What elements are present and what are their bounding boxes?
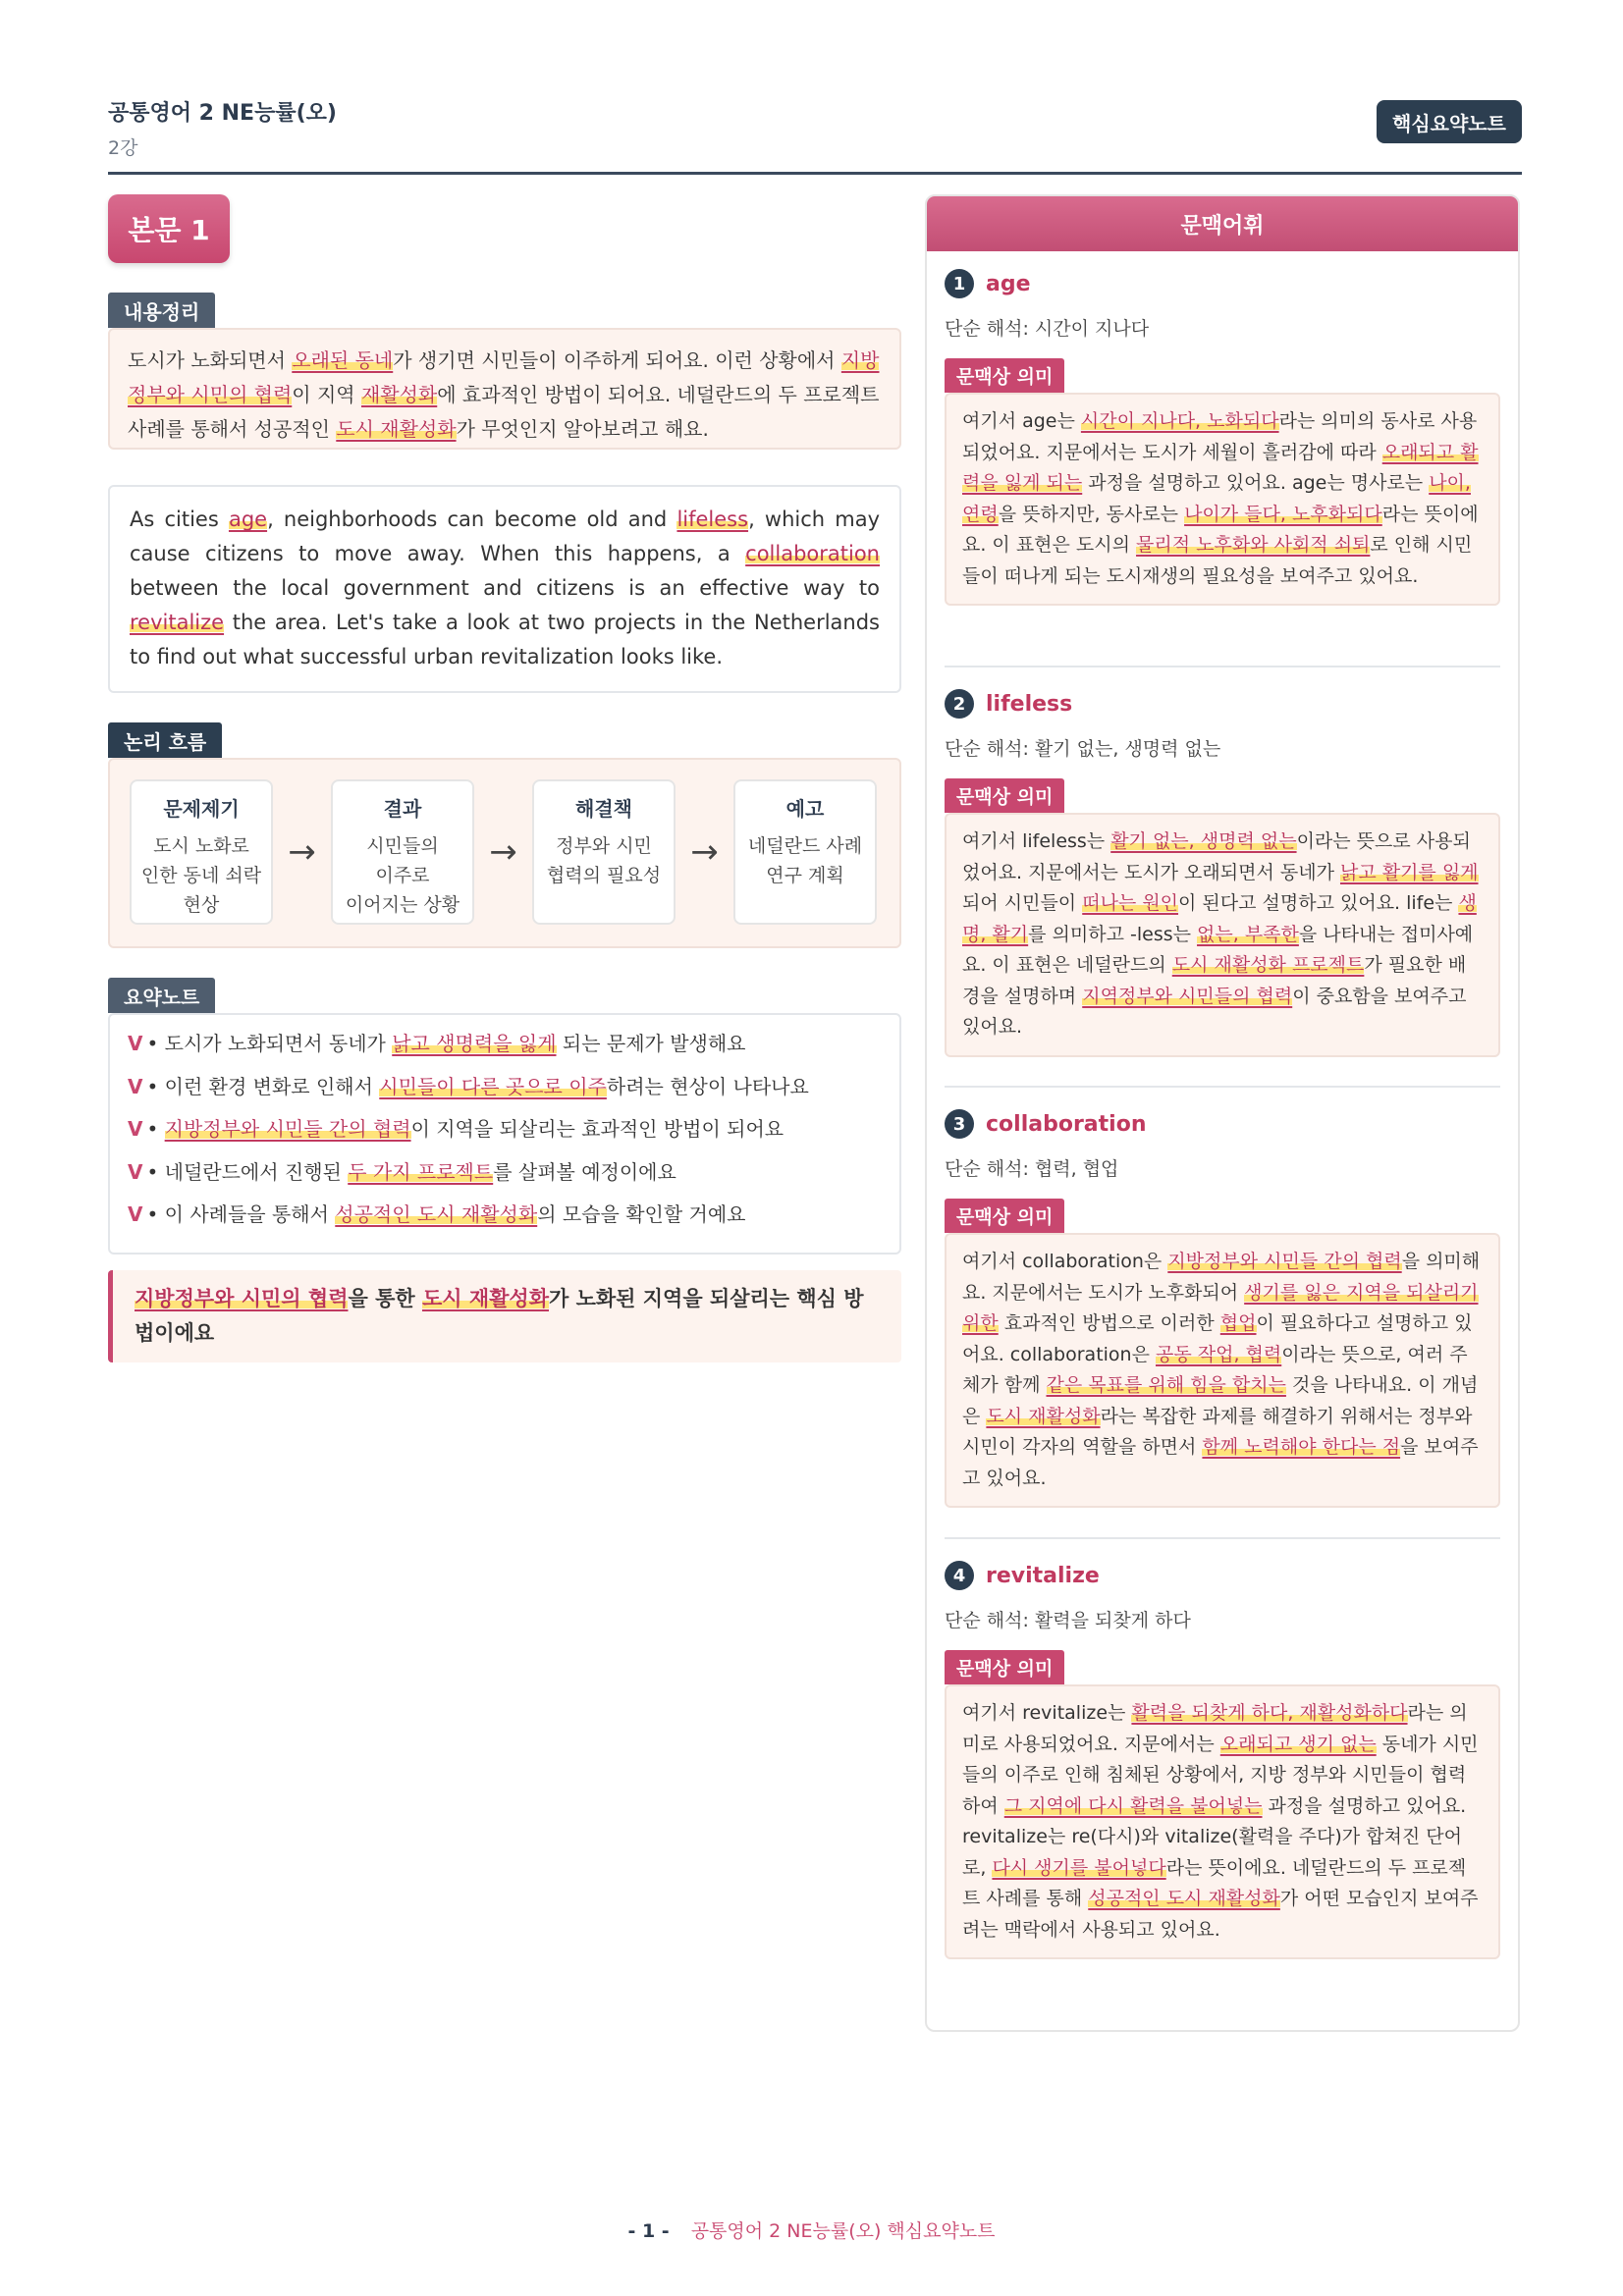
check-mark-icon: V bbox=[128, 1159, 143, 1184]
vocab-word: lifeless bbox=[986, 691, 1073, 717]
item-number: 4 bbox=[945, 1561, 974, 1590]
highlight: 재활성화 bbox=[360, 383, 438, 406]
document-title: 공통영어 2 NE능률(오) bbox=[108, 101, 337, 126]
vocab-panel bbox=[925, 194, 1520, 2032]
vocab-word: age bbox=[986, 271, 1031, 296]
vocab-word: revitalize bbox=[986, 1563, 1100, 1588]
flow-tag: 논리 흐름 bbox=[108, 722, 222, 758]
context-meaning-box: 여기서 revitalize는 활력을 되찾게 하다, 재활성화하다라는 의미로 사용되었어요. 지문에서는 오래되고 생기 없는 동네가 시민들의 이주로 인해 침체된 상황에서, 지방 정부와 시민들이 협력하여 그 지역에 다시 활력을 불어넣는 과정을 설명하고 있어요. revitalize는 re(다시)와 vitalize(활력을 주다)가 합쳐진 단어로, 다시 생기를 불어넣다라는 뜻이에요. 네덜란드의 두 프로젝트 사례를 통해 성공적인 도시 재활성화가 어떤 모습인지 보여주려는 맥락에서 사용되고 있어요. bbox=[945, 1684, 1500, 1959]
summary-tag: 내용정리 bbox=[108, 293, 215, 328]
key-point-callout: 지방정부와 시민의 협력을 통한 도시 재활성화가 노화된 지역을 되살리는 핵심 방법이에요 bbox=[108, 1270, 901, 1362]
list-item: V • 네덜란드에서 진행된 두 가지 프로젝트를 살펴볼 예정이에요 bbox=[128, 1159, 676, 1184]
english-passage-box bbox=[108, 485, 901, 693]
vocab-word: collaboration bbox=[986, 1111, 1147, 1137]
divider bbox=[945, 666, 1500, 667]
item-number: 2 bbox=[945, 689, 974, 719]
vocab-panel-title: 문맥어휘 bbox=[927, 196, 1518, 251]
footer-text: 공통영어 2 NE능률(오) 핵심요약노트 bbox=[690, 2220, 996, 2242]
summary-notes bbox=[110, 1015, 899, 1245]
flow-step: 결과 시민들의 이주로 이어지는 상황 bbox=[331, 779, 474, 925]
vocab-item: 4 revitalize 단순 해석: 활력을 되찾게 하다 문맥상 의미 여기서 revitalize는 활력을 되찾게 하다, 재활성화하다라는 의미로 사용되었어요. 지문에서는 오래되고 생기 없는 동네가 시민들의 이주로 인해 침체된 상황에서, 지방 정부와 시민들이 협력하여 그 지역에 다시 활력을 불어넣는 과정을 설명하고 있어요. revitalize는 re(다시)와 vitalize(활력을 주다)가 합쳐진 단어로, 다시 생기를 불어넣다라는 뜻이에요. 네덜란드의 두 프로젝트 사례를 통해 성공적인 도시 재활성화가 어떤 모습인지 보여주려는 맥락에서 사용되고 있어요. bbox=[945, 1559, 1500, 1959]
summary-notes-box bbox=[108, 1013, 901, 1255]
flow-step: 예고 네덜란드 사례 연구 계획 bbox=[733, 779, 877, 925]
divider bbox=[945, 1086, 1500, 1088]
list-item: V • 이 사례들을 통해서 성공적인 도시 재활성화의 모습을 확인할 거예요 bbox=[128, 1202, 746, 1226]
note-type-badge: 핵심요약노트 bbox=[1377, 100, 1522, 143]
highlight: 지방정부와 시민의 협력 bbox=[128, 348, 880, 406]
list-item: V • 이런 환경 변화로 인해서 시민들이 다른 곳으로 이주하려는 현상이 나타나요 bbox=[128, 1074, 809, 1098]
context-meaning-tag: 문맥상 의미 bbox=[945, 778, 1064, 813]
flow-step: 문제제기 도시 노화로 인한 동네 쇠락 현상 bbox=[130, 779, 273, 925]
section-label: 본문 1 bbox=[108, 194, 230, 263]
check-mark-icon: V bbox=[128, 1074, 143, 1098]
item-number: 3 bbox=[945, 1109, 974, 1139]
context-meaning-tag: 문맥상 의미 bbox=[945, 1199, 1064, 1233]
context-meaning-box: 여기서 lifeless는 활기 없는, 생명력 없는이라는 뜻으로 사용되었어요. 지문에서는 도시가 오래되면서 동네가 낡고 활기를 잃게 되어 시민들이 떠나는 원인이 된다고 설명하고 있어요. life는 생명, 활기를 의미하고 -less는 없는, 부족한을 나타내는 접미사예요. 이 표현은 네덜란드의 도시 재활성화 프로젝트가 필요한 배경을 설명하며 지역정부와 시민들의 협력이 중요함을 보여주고 있어요. bbox=[945, 813, 1500, 1057]
vocab-word: collaboration bbox=[745, 542, 880, 565]
page-header bbox=[108, 94, 1522, 175]
vocab-item: 3 collaboration 단순 해석: 협력, 협업 문맥상 의미 여기서 collaboration은 지방정부와 시민들 간의 협력을 의미해요. 지문에서는 도시가 노후화되어 생기를 잃은 지역을 되살리기 위한 효과적인 방법으로 이러한 협업이 필요하다고 설명하고 있어요. collaboration은 공동 작업, 협력이라는 뜻으로, 여러 주체가 함께 같은 목표를 위해 힘을 합치는 것을 나타내요. 이 개념은 도시 재활성화라는 복잡한 과제를 해결하기 위해서는 정부와 시민이 각자의 역할을 하면서 함께 노력해야 한다는 점을 보여주고 있어요. bbox=[945, 1107, 1500, 1508]
page-number: - 1 - bbox=[627, 2220, 670, 2242]
list-item: V • 도시가 노화되면서 동네가 낡고 생명력을 잃게 되는 문제가 발생해요 bbox=[128, 1032, 746, 1055]
logic-flow-box bbox=[108, 758, 901, 948]
vocab-word: age bbox=[228, 507, 268, 531]
highlight: 오래된 동네 bbox=[292, 348, 394, 372]
lesson-number: 2강 bbox=[108, 137, 138, 159]
arrow-right-icon: → bbox=[288, 832, 316, 872]
highlight: 도시 재활성화 bbox=[336, 417, 457, 441]
arrow-right-icon: → bbox=[690, 832, 719, 872]
summary-text: 도시가 노화되면서 오래된 동네가 생기면 시민들이 이주하게 되어요. 이런 상황에서 지방정부와 시민의 협력이 지역 재활성화에 효과적인 방법이 되어요. 네덜란드의 두 프로젝트 사례를 통해서 성공적인 도시 재활성화가 무엇인지 알아보려고 해요. bbox=[128, 348, 880, 441]
logic-flow bbox=[110, 760, 899, 944]
context-meaning-box: 여기서 age는 시간이 지나다, 노화되다라는 의미의 동사로 사용되었어요. 지문에서는 도시가 세월이 흘러감에 따라 오래되고 활력을 잃게 되는 과정을 설명하고 있어요. age는 명사로는 나이, 연령을 뜻하지만, 동사로는 나이가 들다, 노후화되다라는 뜻이에요. 이 표현은 도시의 물리적 노후화와 사회적 쇠퇴로 인해 시민들이 떠나게 되는 도시재생의 필요성을 보여주고 있어요. bbox=[945, 393, 1500, 606]
list-item: V • 지방정부와 시민들 간의 협력이 지역을 되살리는 효과적인 방법이 되어요 bbox=[128, 1117, 784, 1141]
notes-tag: 요약노트 bbox=[108, 978, 215, 1013]
flow-step: 해결책 정부와 시민 협력의 필요성 bbox=[532, 779, 676, 925]
page-footer bbox=[0, 2216, 1623, 2243]
english-passage: As cities age, neighborhoods can become old and lifeless, which may cause citizens to move away. When this happens, a collaboration between the local government and citizens is an effective way to revitalize the area. Let's take a look at two projects in the Netherlands to find out what successful urban revitalization looks like. bbox=[130, 507, 880, 668]
vocab-word: revitalize bbox=[130, 611, 225, 634]
vocab-item: 1 age 단순 해석: 시간이 지나다 문맥상 의미 여기서 age는 시간이 지나다, 노화되다라는 의미의 동사로 사용되었어요. 지문에서는 도시가 세월이 흘러감에 따라 오래되고 활력을 잃게 되는 과정을 설명하고 있어요. age는 명사로는 나이, 연령을 뜻하지만, 동사로는 나이가 들다, 노후화되다라는 뜻이에요. 이 표현은 도시의 물리적 노후화와 사회적 쇠퇴로 인해 시민들이 떠나게 되는 도시재생의 필요성을 보여주고 있어요. bbox=[945, 267, 1500, 606]
check-mark-icon: V bbox=[128, 1202, 143, 1226]
vocab-word: lifeless bbox=[676, 507, 749, 531]
context-meaning-box: 여기서 collaboration은 지방정부와 시민들 간의 협력을 의미해요. 지문에서는 도시가 노후화되어 생기를 잃은 지역을 되살리기 위한 효과적인 방법으로 이러한 협업이 필요하다고 설명하고 있어요. collaboration은 공동 작업, 협력이라는 뜻으로, 여러 주체가 함께 같은 목표를 위해 힘을 합치는 것을 나타내요. 이 개념은 도시 재활성화라는 복잡한 과제를 해결하기 위해서는 정부와 시민이 각자의 역할을 하면서 함께 노력해야 한다는 점을 보여주고 있어요. bbox=[945, 1233, 1500, 1508]
item-number: 1 bbox=[945, 269, 974, 298]
summary-box bbox=[108, 328, 901, 450]
vocab-item: 2 lifeless 단순 해석: 활기 없는, 생명력 없는 문맥상 의미 여기서 lifeless는 활기 없는, 생명력 없는이라는 뜻으로 사용되었어요. 지문에서는 도시가 오래되면서 동네가 낡고 활기를 잃게 되어 시민들이 떠나는 원인이 된다고 설명하고 있어요. life는 생명, 활기를 의미하고 -less는 없는, 부족한을 나타내는 접미사예요. 이 표현은 네덜란드의 도시 재활성화 프로젝트가 필요한 배경을 설명하며 지역정부와 시민들의 협력이 중요함을 보여주고 있어요. bbox=[945, 687, 1500, 1057]
context-meaning-tag: 문맥상 의미 bbox=[945, 358, 1064, 393]
arrow-right-icon: → bbox=[489, 832, 517, 872]
check-mark-icon: V bbox=[128, 1117, 143, 1141]
divider bbox=[945, 1537, 1500, 1539]
check-mark-icon: V bbox=[128, 1032, 143, 1055]
context-meaning-tag: 문맥상 의미 bbox=[945, 1650, 1064, 1684]
